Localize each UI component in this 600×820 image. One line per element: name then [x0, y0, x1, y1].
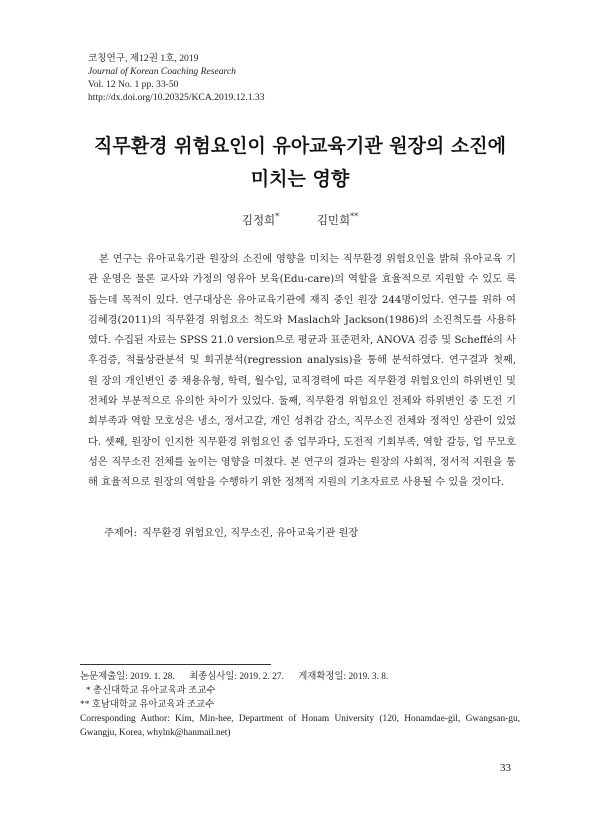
abstract-line: 전체와 부분적으로 유의한 차이가 있었다. 둘째, 직무환경 위험요인 전체와 하위변인 중 도전: [88, 396, 503, 408]
author-1-mark: *: [275, 212, 280, 221]
abstract-line: 있었다. 셋째, 원장이 인지한 직무환경 위험요인 중 업무과다, 도전적 기회부족, 역할 갈등, 업: [88, 416, 516, 448]
abstract-line: 장의 개인변인 중 채용유형, 학력, 월수입, 교직경력에 따른 직무환경 위험요인의 하위변인 및: [101, 375, 516, 387]
abstract-paragraph: [88, 250, 516, 494]
paper-title: [0, 130, 600, 196]
abstract-line: 기회부족과 역할 모호성은 냉소, 정서고갈, 개인 성취감 감소, 직무소진 전체와 정적인 상관이: [88, 396, 516, 428]
author-1: [242, 212, 279, 228]
author-2-mark: **: [350, 212, 359, 221]
abstract: [88, 250, 516, 494]
title-line-1: 직무환경 위험요인이 유아교육기관 원장의 소진에: [94, 135, 506, 157]
journal-name: Journal of Korean Coaching Research: [88, 66, 236, 77]
author-list: [0, 212, 600, 228]
date-reviewed: 최종심사일: 2019. 2. 27.: [189, 672, 284, 682]
abstract-line: 였다. 수집된 자료는 SPSS 21.0 version으로 평균과 표준편차, ANOVA 검증 및 Scheffé의 사: [88, 335, 516, 347]
journal-issue-korean: 코칭연구, 제12권 1호, 2019: [88, 53, 199, 64]
abstract-line: 지원을 통해 효율적으로 원장의 역할을 수행하기 위한 정책적 지원의 기초자료로 사용될 수: [88, 456, 516, 489]
author-2-name: 김민희: [316, 213, 351, 227]
volume-pages: Vol. 12 No. 1 pp. 33-50: [88, 79, 179, 90]
author-1-name: 김정희: [241, 213, 276, 227]
abstract-line: 본 연구는 유아교육기관 원장의 소진에 영향을 미치는 직무환경 위험요인을 밝혀 유아교육: [99, 254, 503, 265]
abstract-line: 여 김혜경(2011)의 직무환경 위험요소 척도와 Maslach와 Jackson(1986)의 소진척도를 사용하: [88, 294, 516, 326]
affiliation-2: ** 호남대학교 유아교육과 조교수: [80, 700, 215, 710]
affiliation-1: * 총신대학교 유아교육과 조교수: [86, 686, 216, 696]
keywords-label: 주제어:: [104, 528, 137, 539]
date-accepted: 게재확정일: 2019. 3. 8.: [298, 672, 389, 682]
footnote-divider: [80, 664, 271, 665]
footnotes: [80, 670, 520, 740]
abstract-line: 있을 것이다.: [448, 477, 505, 489]
abstract-line: 기관 운영은 물론 교사와 가정의 영유아 보육(Edu-care)의 역할을 효율적으로 지원할 수 있도: [88, 254, 516, 286]
submission-dates: [80, 670, 520, 684]
abstract-line: 후검증, 적률상관분석 및 회귀분석(regression analysis)을 통해 분석하였다. 연구결과 첫째, 원: [88, 355, 516, 387]
page-number: 33: [500, 762, 511, 774]
date-submitted: 논문제출일: 2019. 1. 28.: [80, 672, 175, 682]
abstract-line: 무모호성은 직무소진 전체를 높이는 영향을 미쳤다. 본 연구의 결과는 원장의 사회적, 정서적: [88, 436, 516, 468]
author-2: [317, 212, 358, 228]
keywords: [104, 524, 358, 539]
keywords-text: 직무환경 위험요인, 직무소진, 유아교육기관 원장: [141, 528, 359, 539]
journal-header: [88, 52, 265, 104]
abstract-line: 록 돕는데 목적이 있다. 연구대상은 유아교육기관에 재직 중인 원장 244명이었다. 연구를 위하: [88, 274, 516, 306]
title-line-2: 미치는 영향: [250, 168, 350, 190]
doi-link[interactable]: http://dx.doi.org/10.20325/KCA.2019.12.1.33: [88, 92, 265, 103]
corresponding-author: Corresponding Author: Kim, Min-hee, Department of Honam University (120, Honamdae-gil, Gwangsan-gu, Gwangju, Korea, whylnk@hanmail.net): [80, 714, 520, 738]
